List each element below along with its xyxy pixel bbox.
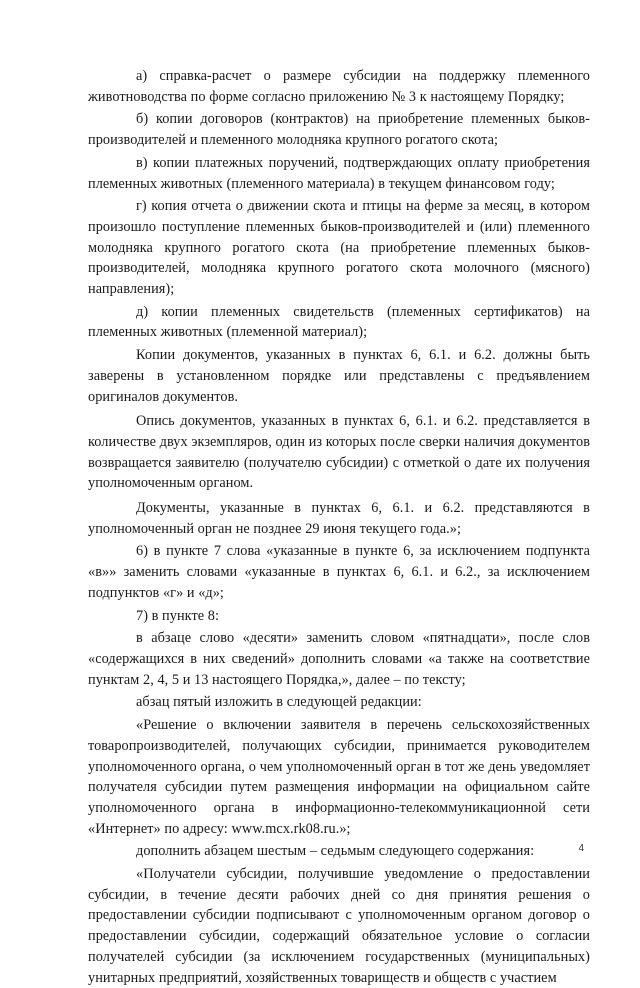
paragraph-recipients-text: «Получатели субсидии, получившие уведомление о предоставлении субсидии, в течение десяти рабочих дней со дня принятия решения о предоставлении субсидии подписывают с уполномоченным органом договор о предоставлении субсидии, содержащий обязательное условие о согласии получателей субсидии (за исключением государственных (муниципальных) унитарных предприятий, хозяйственных товариществ и обществ с участием [88, 866, 590, 986]
paragraph-fifth-abzac-intro: абзац пятый изложить в следующей редакции: [136, 694, 422, 711]
paragraph-amendment-7-text: в абзаце слово «десяти» заменить словом «пятнадцати», после слов «содержащихся в них сведений» дополнить словами «а также на соответствие пунктам 2, 4, 5 и 13 настоящего Порядка,», далее – по тексту; [88, 630, 590, 688]
document-body [88, 66, 590, 988]
paragraph-add-abzac-intro: дополнить абзацем шестым – седьмым следующего содержания: [136, 843, 535, 860]
paragraph-document-copies: Копии документов, указанных в пунктах 6, 6.1. и 6.2. должны быть заверены в установленном порядке или представлены с предъявлением оригиналов документов. [88, 347, 590, 405]
paragraph-amendment-7: 7) в пункте 8: [136, 607, 220, 624]
paragraph-item-g: г) копия отчета о движении скота и птицы на ферме за месяц, в котором произошло поступление племенных быков-производителей и (или) племенного молодняка крупного рогатого скота (на приобретение племенных быков-производителей, молодняка крупного рогатого скота молочного (мясного) направления); [88, 198, 590, 298]
paragraph-amendment-6: 6) в пункте 7 слова «указанные в пункте 6, за исключением подпункта «в»» заменить словами «указанные в пунктах 6, 6.1. и 6.2., за исключением подпунктов «г» и «д»; [88, 543, 590, 601]
paragraph-submission-deadline: Документы, указанные в пунктах 6, 6.1. и 6.2. представляются в уполномоченный орган не позднее 29 июня текущего года.»; [88, 500, 590, 537]
paragraph-item-a: а) справка-расчет о размере субсидии на поддержку племенного животноводства по форме согласно приложению № 3 к настоящему Порядку; [88, 68, 590, 105]
paragraph-item-d: д) копии племенных свидетельств (племенных сертификатов) на племенных животных (племенной материал); [88, 303, 590, 341]
paragraph-decision-text: «Решение о включении заявителя в перечень сельскохозяйственных товаропроизводителей, получающих субсидии, принимается руководителем уполномоченного органа, о чем уполномоченный орган в тот же день уведомляет получателя субсидии путем размещения информации на официальном сайте уполномоченного органа в информационно-телекоммуникационной сети «Интернет» по адресу: www.mcx.rk08.ru.»; [88, 717, 590, 837]
paragraph-document-inventory: Опись документов, указанных в пунктах 6, 6.1. и 6.2. представляется в количестве двух экземпляров, один из которых после сверки наличия документов возвращается заявителю (получателю субсидии) с отметкой о дате их получения уполномоченным органом. [88, 413, 590, 492]
paragraph-item-b: б) копии договоров (контрактов) на приобретение племенных быков-производителей и племенного молодняка крупного рогатого скота; [88, 111, 590, 149]
page-number: 4 [578, 843, 584, 854]
paragraph-item-v: в) копии платежных поручений, подтверждающих оплату приобретения племенных животных (племенного материала) в текущем финансовом году; [88, 154, 590, 192]
